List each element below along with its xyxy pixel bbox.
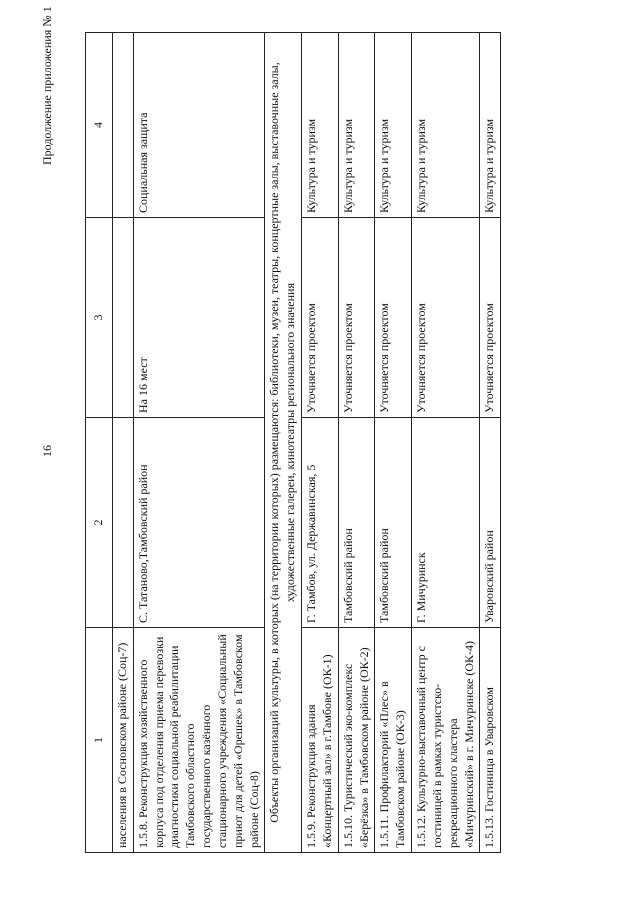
category-cell: Культура и туризм [412,33,480,218]
location-cell: Г. Мичуринск [412,418,480,628]
column-number-row [86,33,113,853]
capacity-cell: Уточняется проектом [338,218,375,418]
object-name-cell: 1.5.12. Культурно-выставочный центр с гостиницей в рамках туристско-рекреационного кластера «Мичуринский» в г. Мичуринске (ОК-4) [412,628,480,853]
page-number: 16 [40,445,54,457]
category-cell: Культура и туризм [302,33,339,218]
category-cell: Социальная защита [133,33,265,218]
capacity-cell: Уточняется проектом [480,218,501,418]
object-name-cell: 1.5.13. Гостиница в Уваровском [480,628,501,853]
table-row [375,33,412,853]
category-cell: Культура и туризм [480,33,501,218]
object-name-cell: 1.5.11. Профилакторий «Плес» в Тамбовском районе (ОК-3) [375,628,412,853]
location-cell: С. Татаново,Тамбовский район [133,418,265,628]
location-cell [113,418,134,628]
category-cell [113,33,134,218]
capacity-cell: Уточняется проектом [375,218,412,418]
section-header-row [265,33,302,853]
table-row [133,33,265,853]
section-header: Объекты организаций культуры, в которых (на территории которых) размещаются: библиотеки, музеи, театры, концертные залы, выставочные залы, художественные галереи, кинотеатры регионального значения [265,33,302,853]
location-cell: Тамбовский район [375,418,412,628]
table-row [302,33,339,853]
appendix-header: Продолжение приложения № 1 [40,6,54,165]
location-cell: Уваровский район [480,418,501,628]
table-row [338,33,375,853]
capacity-cell: На 16 мест [133,218,265,418]
object-name-cell: 1.5.9. Реконструкция здания «Концертный зал» в г.Тамбове (ОК-1) [302,628,339,853]
object-name-cell: 1.5.10. Туристический эко-комплекс «Берёзка» в Тамбовском районе (ОК-2) [338,628,375,853]
column-number: 4 [86,33,113,218]
table-row [113,33,134,853]
object-name-cell: 1.5.8. Реконструкция хозяйственного корпуса под отделения приема перевозки диагностики социальной реабилитации Тамбовского областного государственного казённого стационарного учреждения «Социальный приют для детей «Орешек» в Тамбовском районе (Соц-8) [133,628,265,853]
location-cell: Г. Тамбов, ул. Державинская, 5 [302,418,339,628]
column-number: 3 [86,218,113,418]
capacity-cell [113,218,134,418]
column-number: 2 [86,418,113,628]
appendix-table [85,32,501,853]
table-row [480,33,501,853]
category-cell: Культура и туризм [375,33,412,218]
category-cell: Культура и туризм [338,33,375,218]
capacity-cell: Уточняется проектом [412,218,480,418]
table-row [412,33,480,853]
column-number: 1 [86,628,113,853]
location-cell: Тамбовский район [338,418,375,628]
capacity-cell: Уточняется проектом [302,218,339,418]
object-name-cell: населения в Сосновском районе (Соц-7) [113,628,134,853]
